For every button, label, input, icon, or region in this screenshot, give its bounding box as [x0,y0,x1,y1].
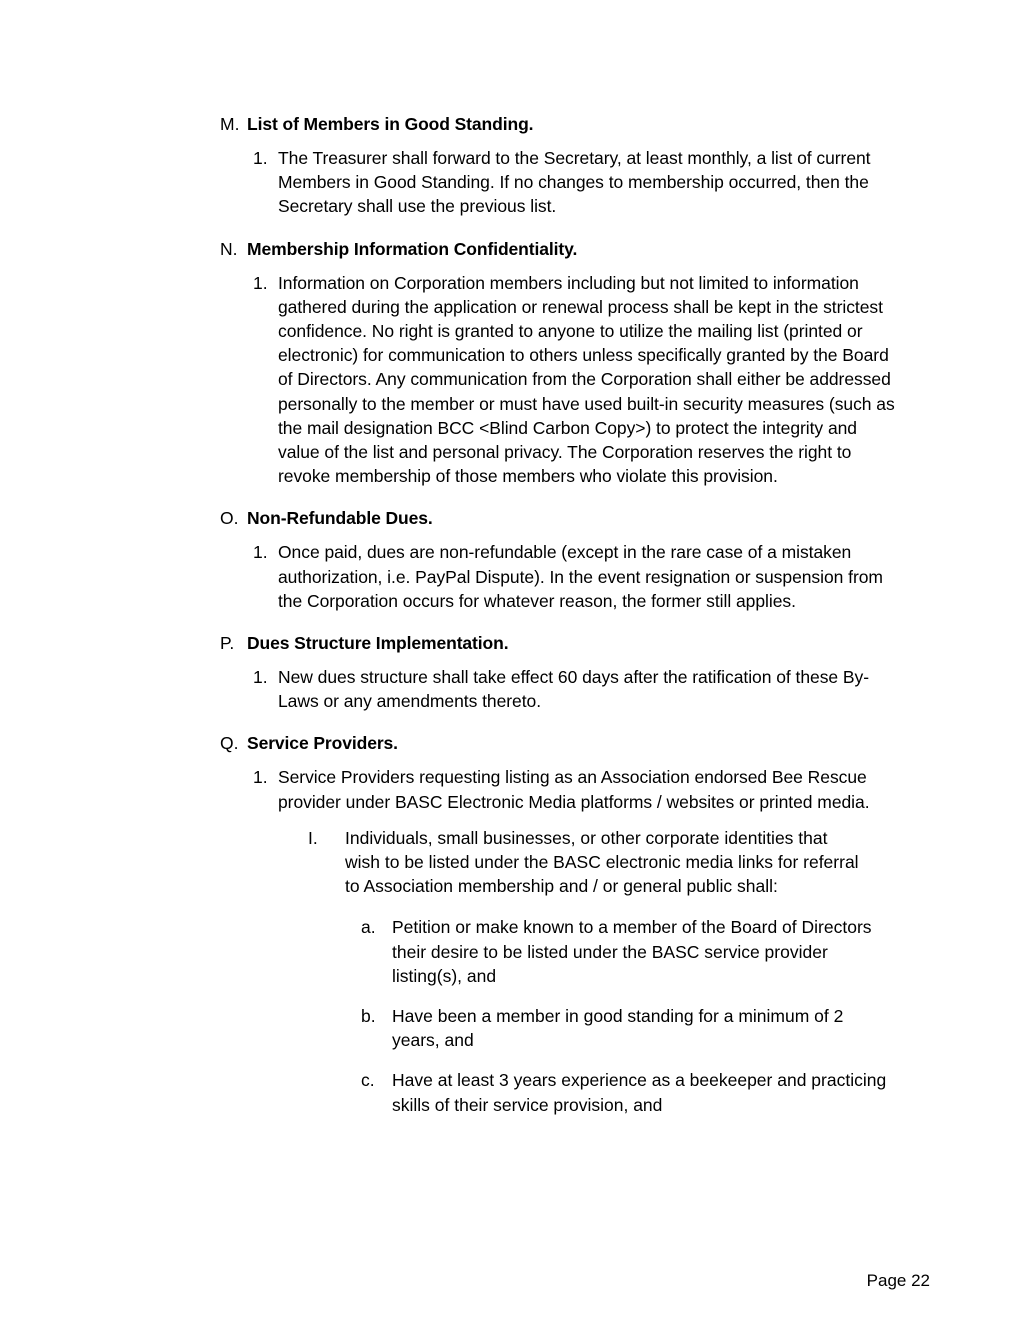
section-marker: Q. [220,733,239,754]
section-title: List of Members in Good Standing. [247,114,534,134]
sub-sub-list-item [361,915,900,988]
section-marker: O. [220,508,239,529]
sub-list-item-text: Individuals, small businesses, or other corporate identities that wish to be listed under the BASC electronic media links for referral to Association membership and / or general public shall: [345,827,859,897]
document-body [220,112,900,1135]
sub-sub-list-item-text: Have been a member in good standing for a minimum of 2 years, and [392,1006,844,1051]
section-o [220,506,900,613]
list-item [253,271,900,489]
section-marker: M. [220,114,240,134]
sub-sub-list-item-marker: c. [361,1070,375,1091]
list-item-marker: 1. [253,542,268,563]
section-q [220,731,900,1116]
list-item-marker: 1. [253,767,268,788]
section-marker: N. [220,238,238,259]
list-item-text: The Treasurer shall forward to the Secretary, at least monthly, a list of current Members in Good Standing. If no changes to membership occurred, then the Secretary shall use the previous list. [278,148,871,217]
section-heading [220,631,900,655]
list-item [253,540,900,613]
sub-sub-list [361,915,900,1116]
sub-sub-list-item-text: Have at least 3 years experience as a beekeeper and practicing skills of their service provision, and [392,1070,887,1115]
section-marker: P. [220,633,235,654]
list-item-text: Information on Corporation members including but not limited to information gathered during the application or renewal process shall be kept in the strictest confidence. No right is granted to anyone to utilize the mailing list (printed or electronic) for communication to others unless specifically granted by the Board of Directors. Any communication from the Corporation shall either be addressed personally to the member or must have used built-in security measures (such as the mail designation BCC <Blind Carbon Copy>) to protect the integrity and value of the list and personal privacy. The Corporation reserves the right to revoke membership of those members who violate this provision. [278,272,895,487]
list-item [253,765,900,813]
sub-sub-list-item-marker: b. [361,1006,376,1027]
page-number-footer: Page 22 [866,1271,930,1290]
list-item [253,146,900,219]
section-title: Service Providers. [247,733,398,754]
section-title: Dues Structure Implementation. [247,633,509,654]
section-heading [220,506,900,530]
section-title: Membership Information Confidentiality. [247,238,578,259]
sub-list-item [308,826,900,899]
sub-sub-list-item-marker: a. [361,917,376,938]
list-item-text: Service Providers requesting listing as an Association endorsed Bee Rescue provider under BASC Electronic Media platforms / websites or printed media. [278,767,870,812]
sub-list-item-marker: I. [308,827,318,848]
list-item-text: New dues structure shall take effect 60 days after the ratification of these By-Laws or any amendments thereto. [278,667,869,712]
section-title: Non-Refundable Dues. [247,508,433,529]
sub-sub-list-item [361,1068,900,1116]
list-item-marker: 1. [253,272,268,293]
list-item-text: Once paid, dues are non-refundable (except in the rare case of a mistaken authorization, i.e. PayPal Dispute). In the event resignation or suspension from the Corporation occurs for whatever reason, the former still applies. [278,542,883,611]
section-heading [220,731,900,755]
sub-sub-list-item [361,1004,900,1052]
section-n [220,237,900,489]
section-heading [220,237,900,261]
list-item-marker: 1. [253,667,268,688]
section-m [220,112,900,219]
section-p [220,631,900,713]
section-heading [220,112,900,136]
list-item-marker: 1. [253,148,268,168]
list-item [253,665,900,713]
sub-sub-list-item-text: Petition or make known to a member of the Board of Directors their desire to be listed under the BASC service provider listing(s), and [392,917,872,986]
